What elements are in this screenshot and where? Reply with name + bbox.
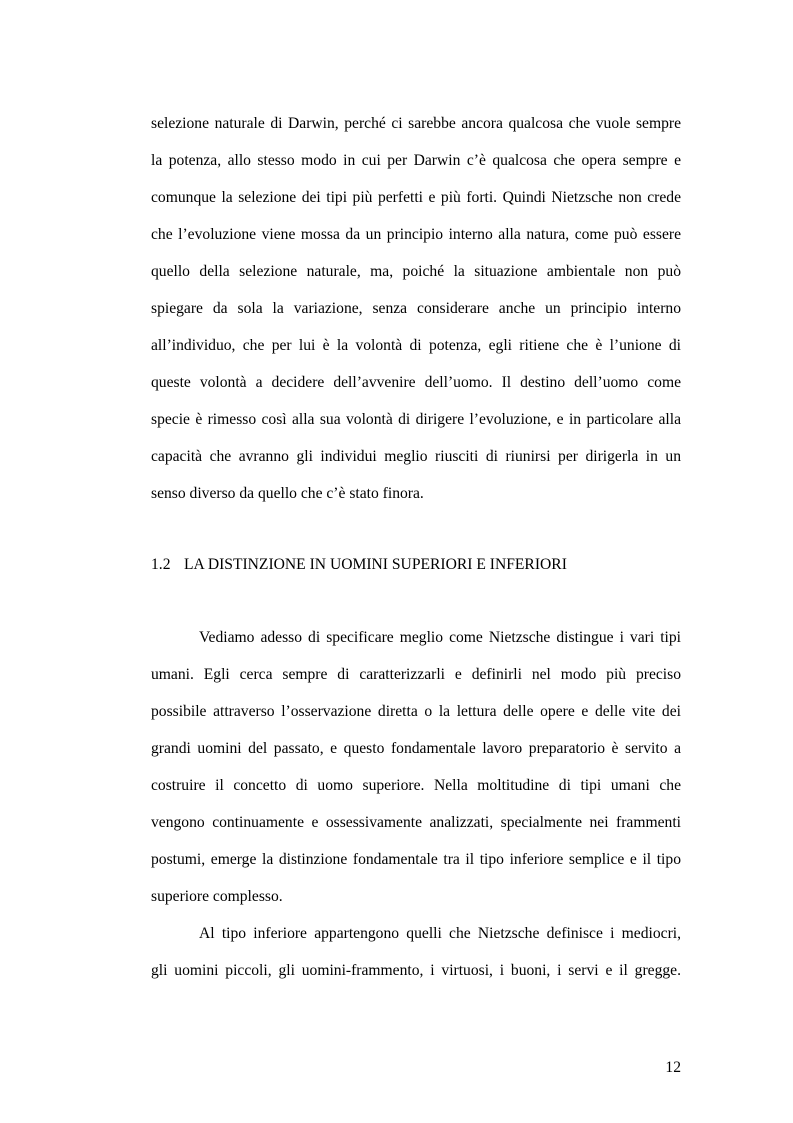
section-number: 1.2	[151, 556, 171, 573]
text-line: selezione naturale di Darwin, perché ci sarebbe ancora qualcosa che vuole sempre	[151, 115, 681, 132]
text-line: quello della selezione naturale, ma, poiché la situazione ambientale non può	[151, 263, 681, 280]
paragraph-human-types	[151, 619, 681, 989]
text-line: senso diverso da quello che c’è stato finora.	[151, 485, 424, 502]
text-line: superiore complesso.	[151, 888, 283, 905]
text-line: specie è rimesso così alla sua volontà di dirigere l’evoluzione, e in particolare alla	[151, 411, 681, 428]
text-line: possibile attraverso l’osservazione diretta o la lettura delle opere e delle vite dei	[151, 703, 681, 720]
text-line: umani. Egli cerca sempre di caratterizzarli e definirli nel modo più preciso	[151, 666, 681, 683]
section-heading	[151, 546, 567, 583]
text-line: postumi, emerge la distinzione fondamentale tra il tipo inferiore semplice e il tipo	[151, 851, 681, 868]
text-line: la potenza, allo stesso modo in cui per Darwin c’è qualcosa che opera sempre e	[151, 152, 681, 169]
text-line: comunque la selezione dei tipi più perfetti e più forti. Quindi Nietzsche non crede	[151, 189, 681, 206]
text-line: gli uomini piccoli, gli uomini-frammento, i virtuosi, i buoni, i servi e il gregge.	[151, 962, 681, 979]
text-line: spiegare da sola la variazione, senza considerare anche un principio interno	[151, 300, 681, 317]
paragraph-darwin-evolution	[151, 105, 681, 512]
text-line: queste volontà a decidere dell’avvenire dell’uomo. Il destino dell’uomo come	[151, 374, 681, 391]
section-title: LA DISTINZIONE IN UOMINI SUPERIORI E INFERIORI	[184, 556, 567, 573]
text-line: capacità che avranno gli individui meglio riusciti di riunirsi per dirigerla in un	[151, 448, 681, 465]
page-number: 12	[665, 1059, 681, 1076]
text-line: vengono continuamente e ossessivamente analizzati, specialmente nei frammenti	[151, 814, 681, 831]
text-line: costruire il concetto di uomo superiore. Nella moltitudine di tipi umani che	[151, 777, 681, 794]
text-line: grandi uomini del passato, e questo fondamentale lavoro preparatorio è servito a	[151, 740, 681, 757]
text-line: che l’evoluzione viene mossa da un principio interno alla natura, come può essere	[151, 226, 681, 243]
text-line: all’individuo, che per lui è la volontà di potenza, egli ritiene che è l’unione di	[151, 337, 681, 354]
text-line: Vediamo adesso di specificare meglio come Nietzsche distingue i vari tipi	[199, 629, 681, 646]
text-line: Al tipo inferiore appartengono quelli che Nietzsche definisce i mediocri,	[199, 925, 681, 942]
